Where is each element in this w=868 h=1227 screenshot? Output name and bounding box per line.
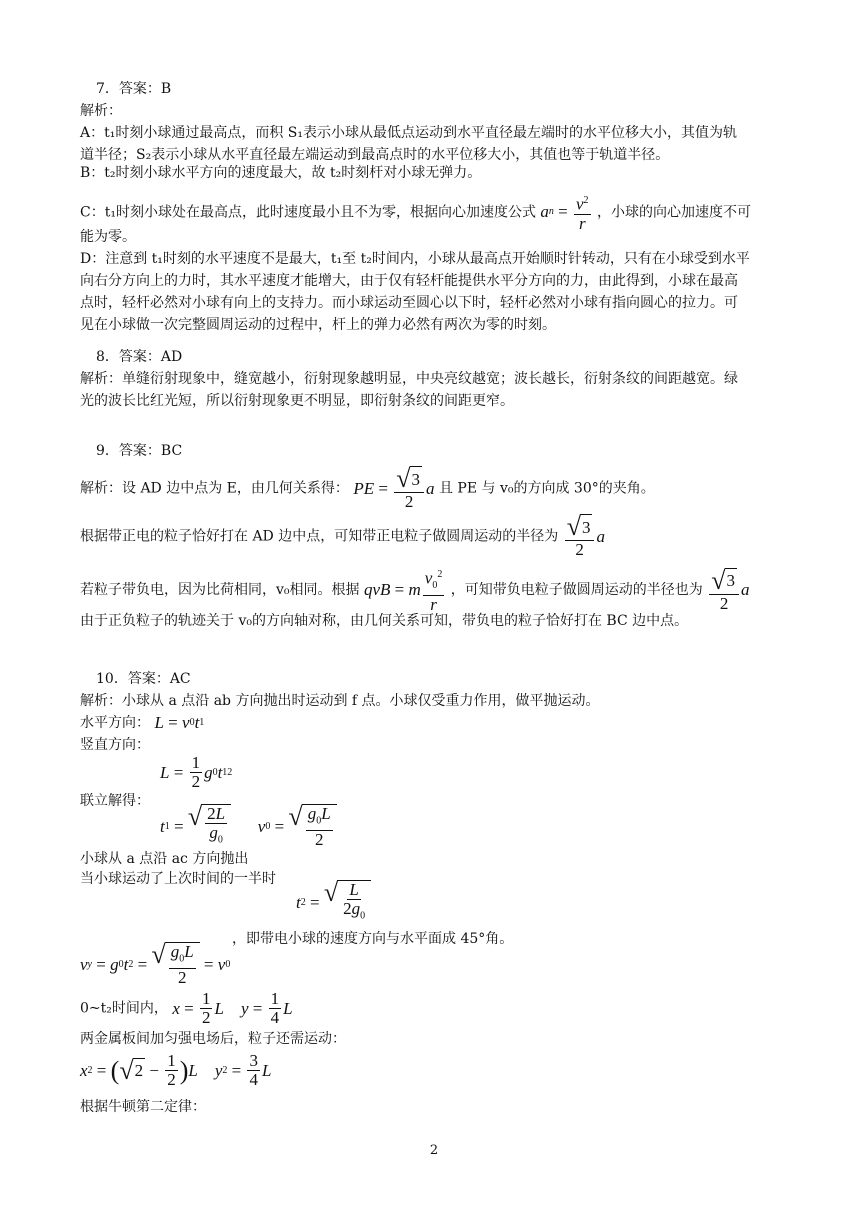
q7-option-c-line1	[80, 192, 751, 233]
q7-option-a-line1: A：t₁时刻小球通过最高点，而积 S₁表示小球从最低点运动到水平直径最左端时的水平位移大小，其值为轨	[80, 125, 737, 141]
centripetal-formula: a n = $\frac{v^2}{r}$	[540, 192, 592, 233]
q8-heading: 8．答案：AD	[96, 349, 183, 365]
q9-line4: 由于正负粒子的轨迹关于 v₀的方向轴对称，由几何关系可知，带负电的粒子恰好打在 BC 边中点。	[80, 613, 689, 629]
q9-line3-mid: ，可知带负电粒子做圆周运动的半径也为	[450, 582, 703, 599]
page-number: 2	[429, 1143, 439, 1158]
q7-option-d-line4: 见在小球做一次完整圆周运动的过程中，杆上的弹力必然有两次为零的时刻。	[80, 317, 556, 333]
horizontal-formula: L = v 0 t 1	[154, 713, 205, 732]
q10-vertical-label: 竖直方向：	[80, 737, 150, 753]
q8-line2: 光的波长比红光短，所以衍射现象更不明显，即衍射条纹的间距更窄。	[80, 393, 514, 409]
q7-option-a-line2: 道半径；S₂表示小球从水平直径最左端运动到最高点时的水平位移大小，其值也等于轨道半径。	[80, 147, 670, 163]
q10-line9: 两金属板间加匀强电场后，粒子还需运动：	[80, 1031, 346, 1047]
vertical-formula: L = $\frac{1}{2}$ g 0 t 1 2	[160, 753, 233, 791]
q10-line1: 解析：小球从 a 点沿 ab 方向抛出时运动到 f 点。小球仅受重力作用，做平抛运动。	[80, 693, 600, 709]
xy-formula: x = $\frac{1}{2}$ L y = $\frac{1}{4}$ L	[172, 989, 293, 1027]
lorentz-formula: qvB = m $\frac{v_0^2}{r}$	[364, 566, 446, 614]
q9-line1-text: 解析：设 AD 边中点为 E，由几何关系得：	[80, 480, 349, 497]
pe-formula: PE = √ 3 2 a	[353, 464, 435, 511]
q9-line1	[80, 466, 655, 511]
horizontal-label: 水平方向：	[80, 715, 150, 731]
q7-option-c-line2: 能为零。	[80, 229, 136, 245]
q7-option-d-line2: 向右分方向上的力时，其水平速度才能增大，由于仅有轻杆能提供水平分方向的力，由此得到，小球在最高	[80, 273, 738, 289]
q10-line7: ，即带电小球的速度方向与水平面成 45°角。	[232, 931, 514, 947]
q9-line2-text: 根据带正电的粒子恰好打在 AD 边中点，可知带正电粒子做圆周运动的半径为	[80, 528, 559, 545]
radius-formula-negative: √ 3 2 a	[711, 565, 750, 613]
q9-heading: 9．答案：BC	[96, 443, 183, 459]
q8-line1: 解析：单缝衍射现象中，缝宽越小，衍射现象越明显，中央亮纹越宽；波长越长，衍射条纹的间距越宽。绿	[80, 371, 738, 387]
q7-label: 解析：	[80, 103, 122, 119]
radius-formula-positive: √ 3 2 a	[566, 512, 605, 559]
q10-solve-label: 联立解得：	[80, 793, 150, 809]
q7-option-c-text: C：t₁时刻小球处在最高点，此时速度最小且不为零，根据向心加速度公式	[80, 204, 536, 221]
q10-heading: 10．答案：AC	[96, 671, 191, 687]
q10-horizontal	[80, 712, 204, 734]
q9-line3	[80, 566, 750, 614]
t2-formula: t 2 = √ $\frac{L}{2g_0}$	[296, 880, 371, 925]
x2-y2-formula: x 2 = ( √ 2 − $\frac{1}{2}$ ) L y 2 = $\frac{3}{4}$ L	[80, 1051, 272, 1089]
q9-line3-text: 若粒子带负电，因为比荷相同，v₀相同。根据	[80, 582, 360, 599]
solve-formulas: t 1 = √ $\frac{2L}{g_0}$ v 0 = √ $\frac{g_0L}{2}$	[160, 804, 337, 849]
q7-option-b: B：t₂时刻小球水平方向的速度最大，故 t₂时刻杆对小球无弹力。	[80, 165, 482, 181]
q7-option-c-tail: ，小球的向心加速度不可	[597, 204, 751, 221]
q7-heading: 7．答案：B	[96, 81, 172, 97]
q7-option-d-line3: 点时，轻杆必然对小球有向上的支持力。而小球运动至圆心以下时，轻杆必然对小球有指向圆心的拉力。可	[80, 295, 738, 311]
q10-line8-text: 0~t₂时间内，	[80, 1000, 168, 1017]
q7-option-d-line1: D：注意到 t₁时刻的水平速度不是最大，t₁至 t₂时间内，小球从最高点开始顺时针转动，只有在小球受到水平	[80, 251, 750, 267]
q9-line1-tail: 且 PE 与 v₀的方向成 30°的夹角。	[438, 480, 655, 497]
q10-line6: 当小球运动了上次时间的一半时	[80, 871, 276, 887]
vy-formula: v y = g 0 t 2 = √ $\frac{g_0L}{2}$ = v 0	[80, 940, 231, 988]
q10-line8	[80, 990, 293, 1027]
q10-line5: 小球从 a 点沿 ac 方向抛出	[80, 851, 249, 867]
q9-line2	[80, 514, 605, 559]
q10-line10: 根据牛顿第二定律：	[80, 1099, 206, 1115]
